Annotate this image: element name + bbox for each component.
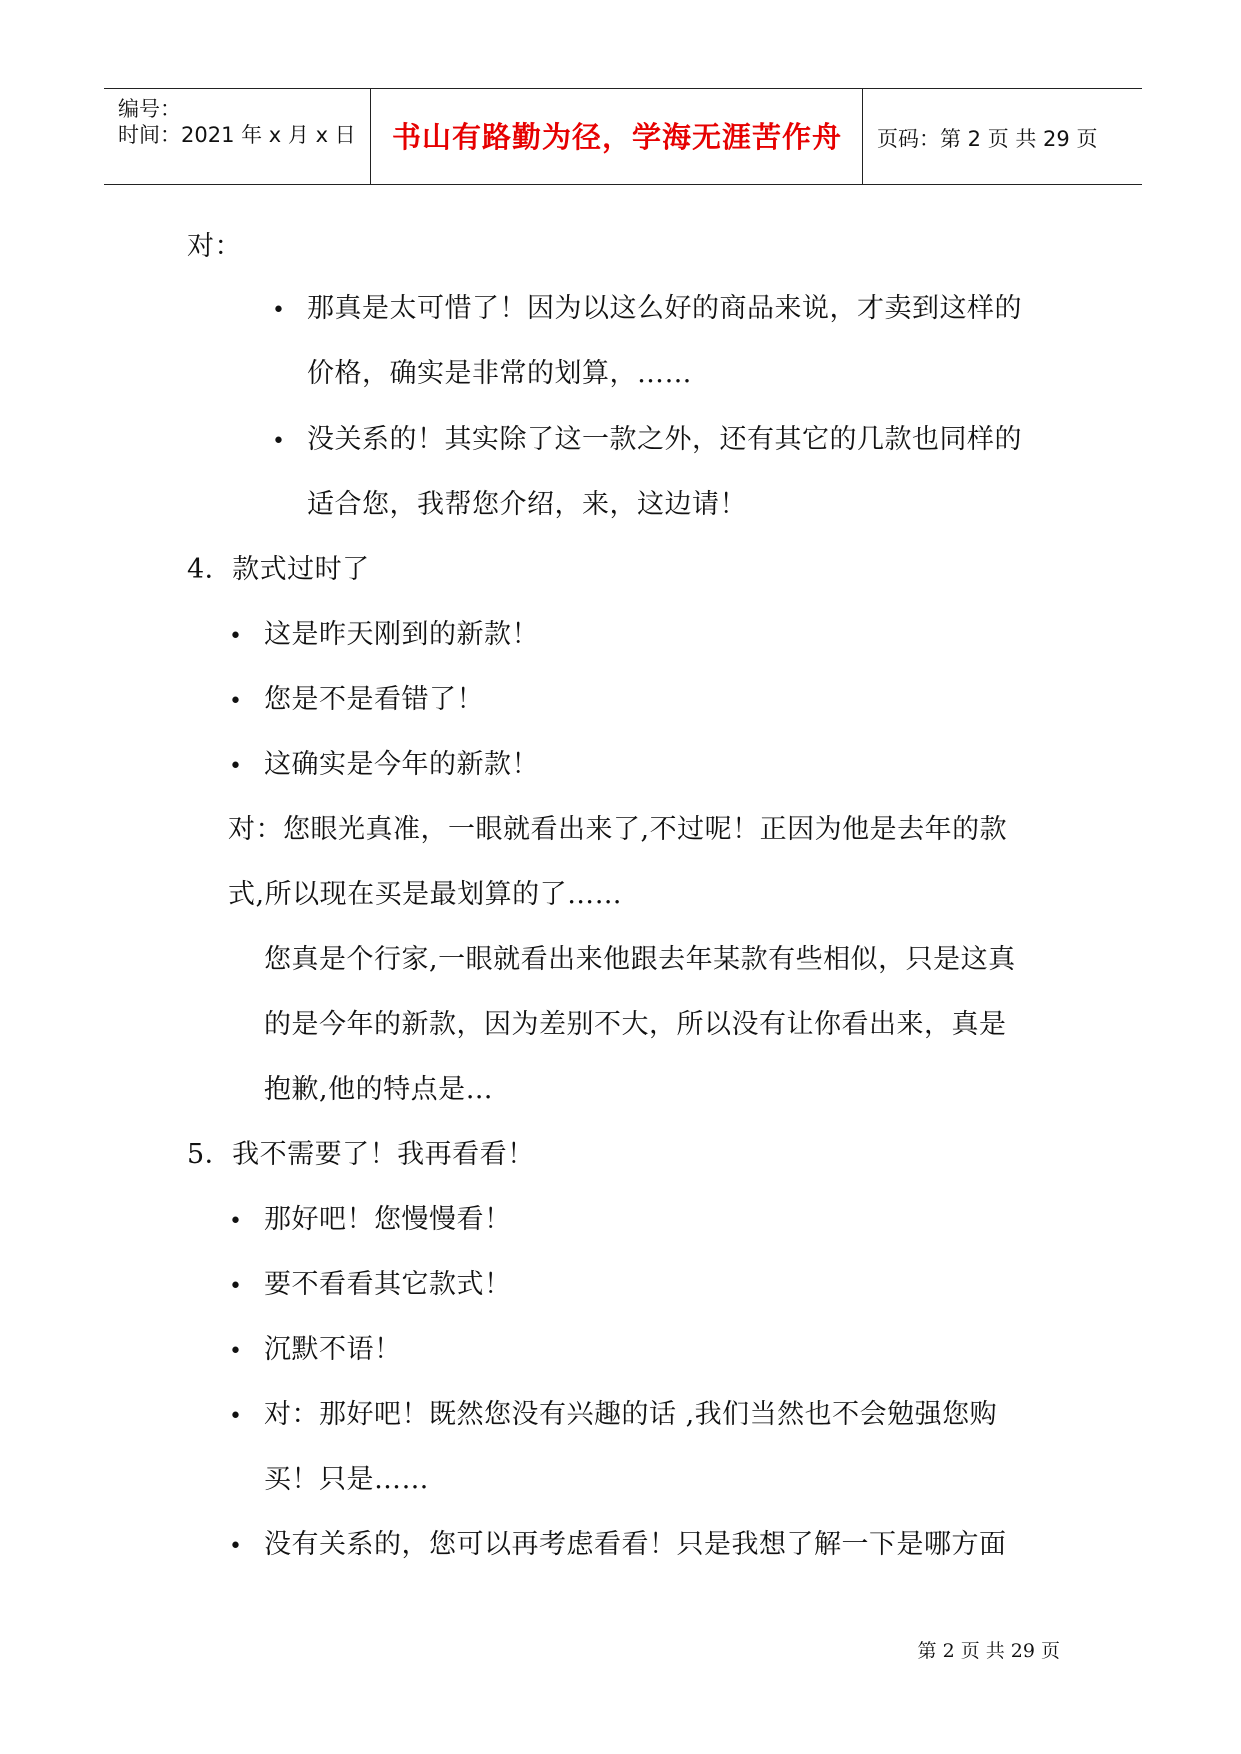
list-item: 没关系的！其实除了这一款之外，还有其它的几款也同样的 — [307, 424, 1022, 455]
bullet-icon: • — [229, 689, 242, 714]
list-item: 您是不是看错了！ — [264, 684, 484, 715]
bullet-icon: • — [229, 1209, 242, 1234]
page-footer: 第 2 页 共 29 页 — [917, 1640, 1060, 1662]
list-item: 对：那好吧！既然您没有兴趣的话 ,我们当然也不会勉强您购 — [264, 1399, 998, 1430]
document-header — [104, 88, 1142, 185]
list-item: 这是昨天刚到的新款！ — [264, 619, 539, 650]
header-motto: 书山有路勤为径，学海无涯苦作舟 — [391, 120, 842, 154]
text-line: 对： — [187, 231, 242, 262]
header-page-number: 页码：第 2 页 共 29 页 — [877, 127, 1098, 151]
text-line: 买！只是…… — [264, 1464, 429, 1495]
header-page-cell — [862, 89, 1143, 184]
list-item: 这确实是今年的新款！ — [264, 749, 539, 780]
header-motto-cell — [370, 89, 863, 184]
bullet-icon: • — [272, 298, 285, 323]
list-item: 那好吧！您慢慢看！ — [264, 1204, 512, 1235]
header-meta-cell — [104, 89, 370, 184]
text-line: 您真是个行家,一眼就看出来他跟去年某款有些相似，只是这真 — [264, 944, 1016, 975]
text-line: 的是今年的新款，因为差别不大，所以没有让你看出来，真是 — [264, 1009, 1007, 1040]
list-item: 要不看看其它款式！ — [264, 1269, 512, 1300]
text-line: 价格，确实是非常的划算，…… — [307, 358, 692, 389]
document-time-label: 时间：2021 年 x 月 x 日 — [118, 123, 356, 147]
bullet-icon: • — [229, 624, 242, 649]
document-number-label: 编号： — [118, 97, 181, 121]
text-line: 对：您眼光真准，一眼就看出来了,不过呢！正因为他是去年的款 — [228, 814, 1008, 845]
list-item: 沉默不语！ — [264, 1334, 402, 1365]
list-item: 没有关系的，您可以再考虑看看！只是我想了解一下是哪方面 — [264, 1529, 1007, 1560]
bullet-icon: • — [229, 1339, 242, 1364]
bullet-icon: • — [229, 1534, 242, 1559]
bullet-icon: • — [229, 1274, 242, 1299]
text-line: 抱歉,他的特点是… — [264, 1074, 494, 1105]
text-line: 式,所以现在买是最划算的了…… — [228, 879, 623, 910]
list-item: 那真是太可惜了！因为以这么好的商品来说，才卖到这样的 — [307, 293, 1022, 324]
bullet-icon: • — [229, 754, 242, 779]
bullet-icon: • — [229, 1404, 242, 1429]
bullet-icon: • — [272, 429, 285, 454]
text-line: 适合您，我帮您介绍，来，这边请！ — [307, 489, 747, 520]
section-heading: 4．款式过时了 — [187, 554, 370, 585]
section-heading: 5．我不需要了！我再看看！ — [187, 1139, 535, 1170]
